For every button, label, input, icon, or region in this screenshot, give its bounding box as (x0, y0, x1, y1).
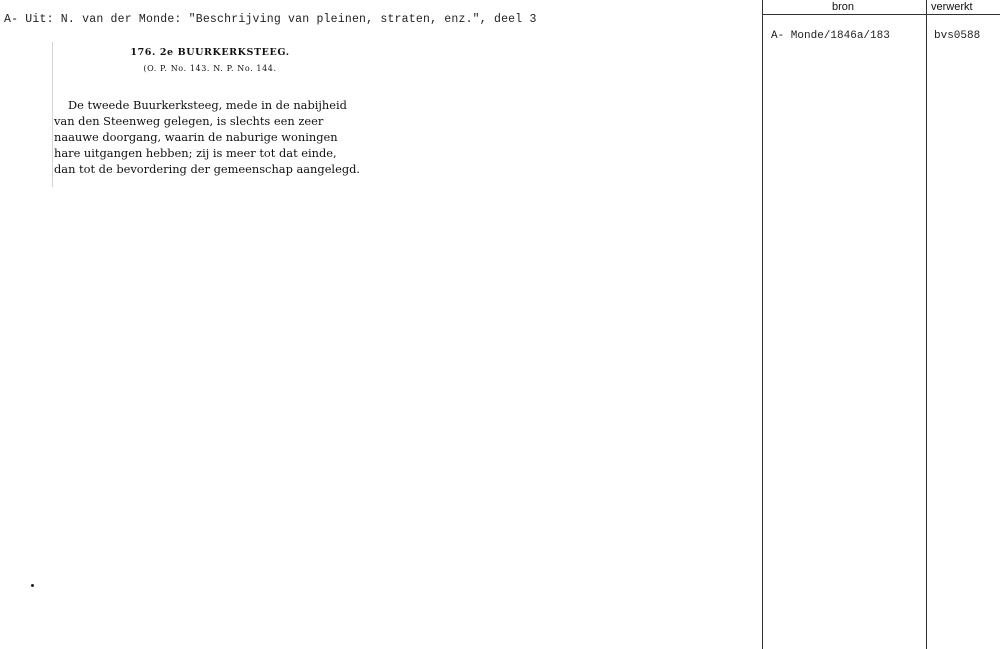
scan-edge-divider (52, 42, 53, 187)
column-header-verwerkt: verwerkt (931, 1, 973, 13)
source-header: A- Uit: N. van der Monde: "Beschrijving van pleinen, straten, enz.", deel 3 (4, 13, 537, 26)
table-cell-bron: A- Monde/1846a/183 (771, 30, 890, 42)
table-header-rule (762, 14, 1000, 15)
entry-subtitle: (O. P. No. 143. N. P. No. 144. (143, 64, 277, 73)
table-divider-middle (926, 0, 927, 649)
entry-body-line: van den Steenweg gelegen, is slechts een zeer (54, 114, 324, 128)
entry-body (54, 97, 361, 177)
table-divider-left (762, 0, 763, 649)
entry-title: 176. 2e BUURKERKSTEEG. (130, 47, 290, 58)
entry-body-line: naauwe doorgang, waarin de naburige woningen (54, 130, 338, 144)
column-header-bron: bron (832, 1, 855, 13)
scan-speck (31, 584, 34, 587)
entry-body-line: De tweede Buurkerksteeg, mede in de nabijheid (68, 98, 347, 112)
table-cell-verwerkt: bvs0588 (934, 30, 981, 42)
entry-body-line: hare uitgangen hebben; zij is meer tot dat einde, (54, 146, 337, 160)
entry-body-line: dan tot de bevordering der gemeenschap aangelegd. (54, 162, 361, 176)
